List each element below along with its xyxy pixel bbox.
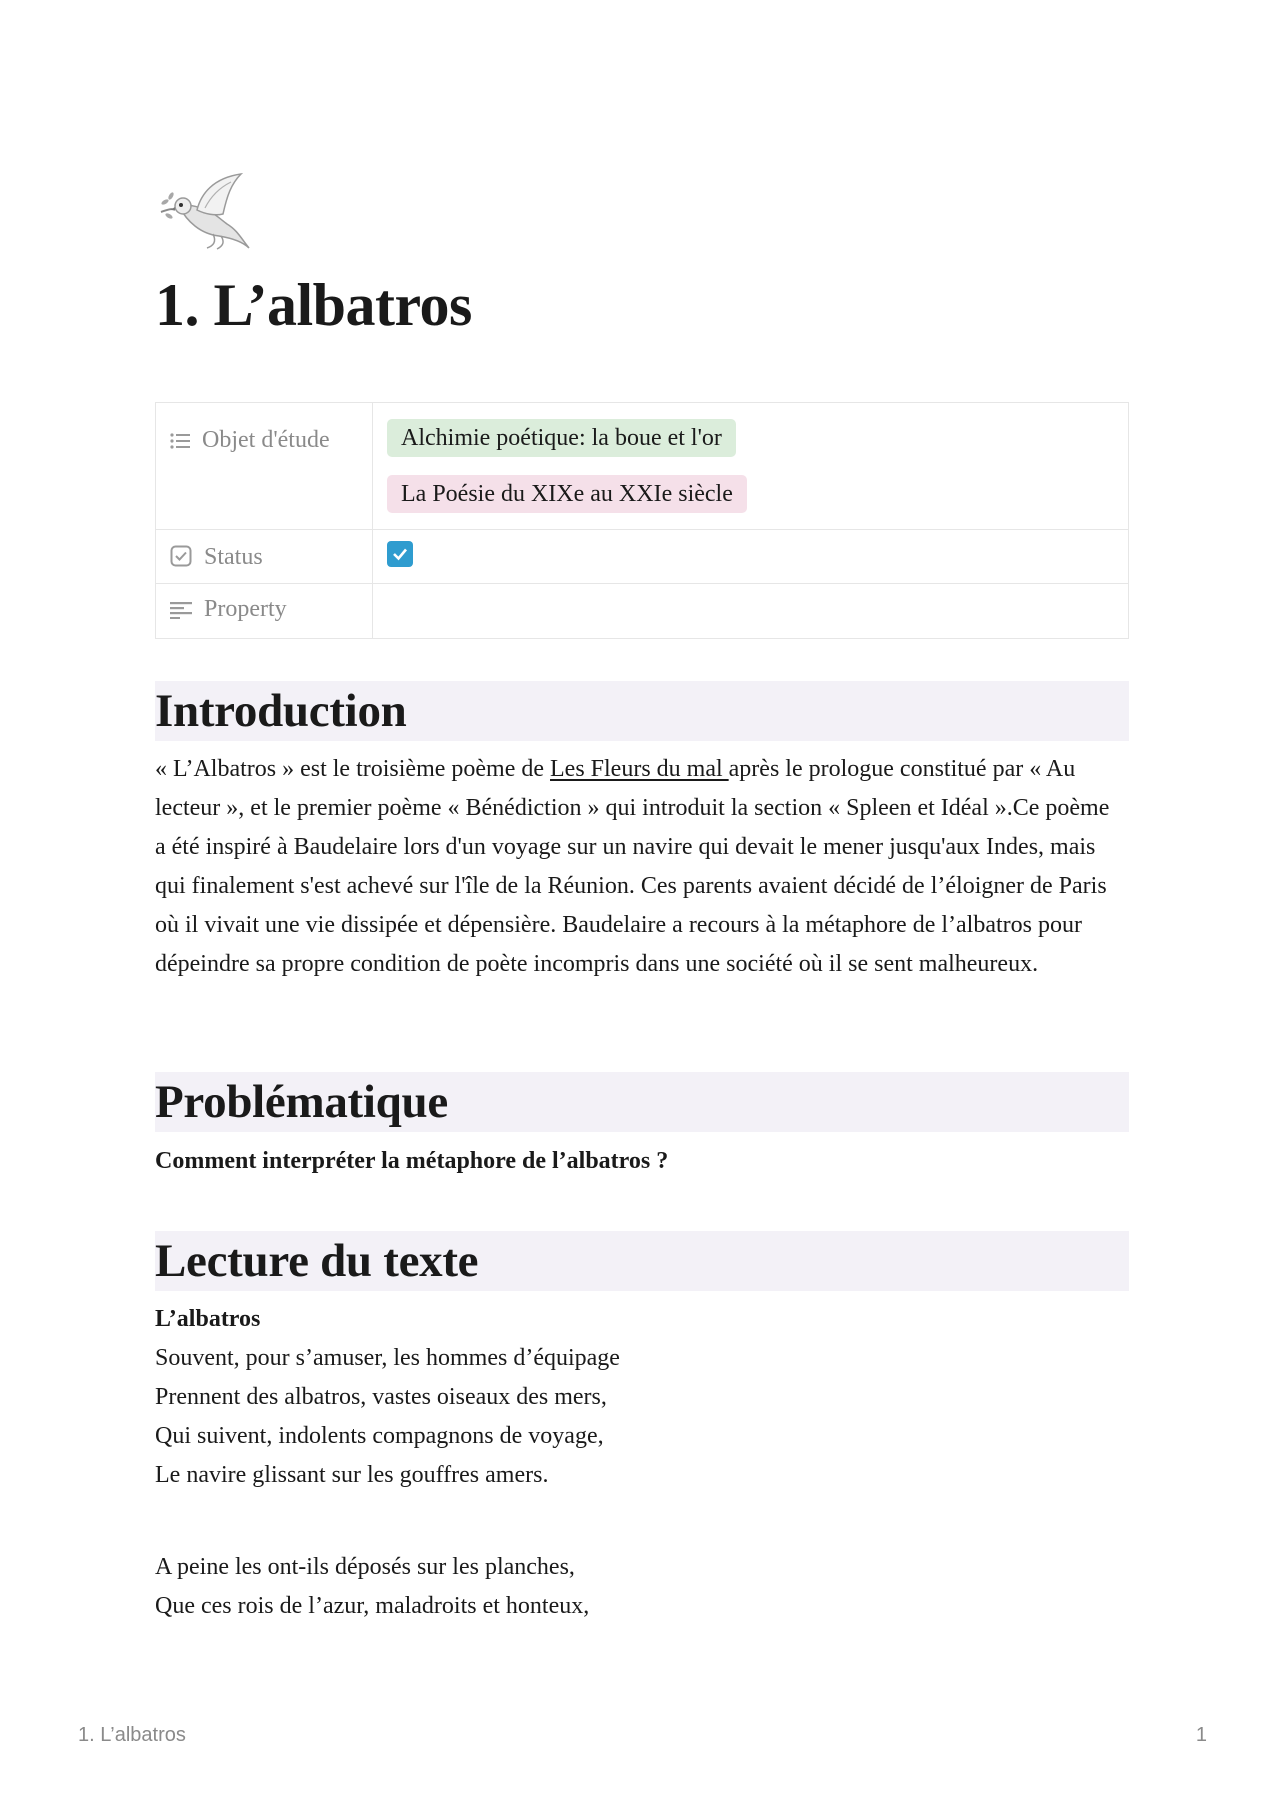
text-lines-icon xyxy=(170,593,192,631)
property-label: Objet d'étude xyxy=(202,427,330,453)
property-label: Status xyxy=(204,544,263,570)
poem-line: Le navire glissant sur les gouffres amers. xyxy=(155,1462,549,1488)
heading-problematique: Problématique xyxy=(155,1072,1129,1132)
property-value-cell xyxy=(373,530,1129,584)
property-row-property xyxy=(156,584,1129,639)
property-value-cell[interactable] xyxy=(373,403,1129,530)
property-name-cell[interactable] xyxy=(156,403,373,530)
status-checkbox[interactable] xyxy=(387,541,413,567)
property-name-cell[interactable] xyxy=(156,530,373,584)
list-icon xyxy=(170,424,190,462)
poem-line: Que ces rois de l’azur, maladroits et honteux, xyxy=(155,1593,590,1619)
property-value-cell[interactable] xyxy=(373,584,1129,639)
page-title: 1. L’albatros xyxy=(155,272,472,338)
property-label: Property xyxy=(204,596,287,622)
heading-introduction: Introduction xyxy=(155,681,1129,741)
poem-stanza-1 xyxy=(155,1339,1115,1495)
checkbox-icon xyxy=(170,541,192,579)
poem-line: Souvent, pour s’amuser, les hommes d’équipage xyxy=(155,1345,620,1371)
property-name-cell[interactable] xyxy=(156,584,373,639)
poem-line: Qui suivent, indolents compagnons de voyage, xyxy=(155,1423,604,1449)
tag-poesie[interactable]: La Poésie du XIXe au XXIe siècle xyxy=(387,475,747,513)
introduction-paragraph xyxy=(155,750,1115,984)
dove-icon xyxy=(157,172,253,250)
link-fleurs-du-mal[interactable]: Les Fleurs du mal xyxy=(550,756,729,782)
intro-text-before: « L’Albatros » est le troisième poème de xyxy=(155,756,551,782)
footer-title: 1. L’albatros xyxy=(78,1724,186,1746)
poem-line: Prennent des albatros, vastes oiseaux des mers, xyxy=(155,1384,607,1410)
problematique-question: Comment interpréter la métaphore de l’albatros ? xyxy=(155,1148,669,1174)
heading-lecture: Lecture du texte xyxy=(155,1231,1129,1291)
property-row-objet xyxy=(156,403,1129,530)
poem-stanza-2 xyxy=(155,1548,1115,1626)
property-row-status xyxy=(156,530,1129,584)
tag-alchimie[interactable]: Alchimie poétique: la boue et l'or xyxy=(387,419,736,457)
poem-line: A peine les ont-ils déposés sur les planches, xyxy=(155,1554,575,1580)
footer-page-number: 1 xyxy=(1195,1724,1207,1746)
intro-text-after: après le prologue constitué par « Au lecteur », et le premier poème « Bénédiction » qui introduit la section « Spleen et Idéal ».Ce poème a été inspiré à Baudelaire lors d'un voyage sur un navire qui devait le mener jusqu'aux Indes, mais qui finalement s'est achevé sur l'île de la Réunion. Ces parents avaient décidé de l’éloigner de Paris où il vivait une vie dissipée et dépensière. Baudelaire a recours à la métaphore de l’albatros pour dépeindre sa propre condition de poète incompris dans une société où il se sent malheureux. xyxy=(155,756,1110,977)
poem-title: L’albatros xyxy=(155,1306,261,1332)
properties-table xyxy=(155,402,1129,639)
